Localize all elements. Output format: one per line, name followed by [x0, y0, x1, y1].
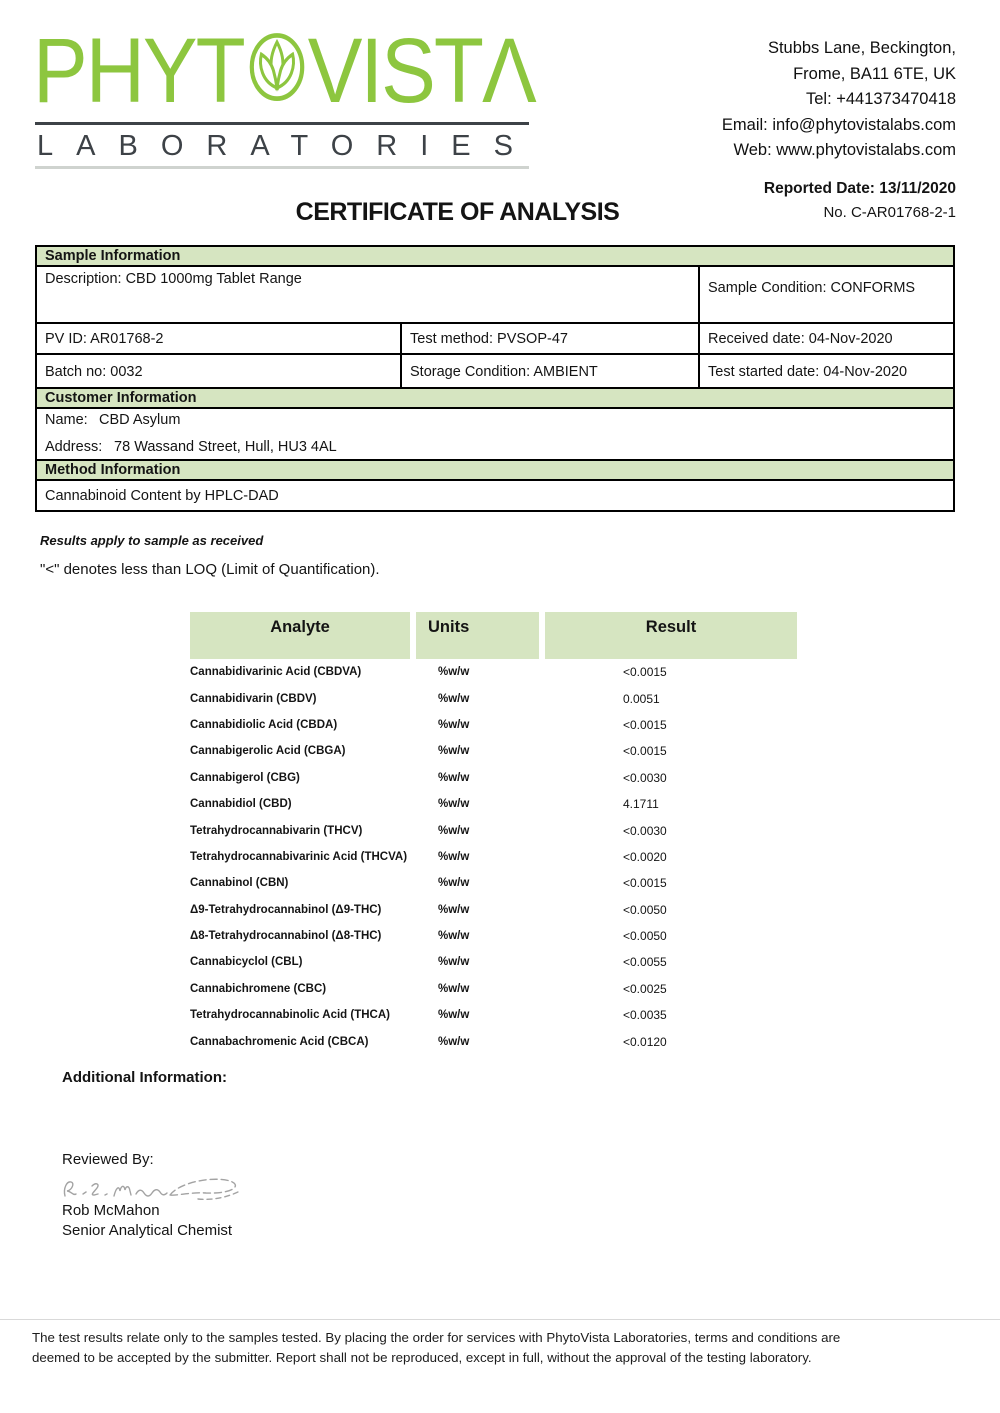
contact-address-line1: Stubbs Lane, Beckington,	[767, 39, 956, 57]
received-date: Received date: 04-Nov-2020	[708, 330, 893, 347]
result-cell: <0.0030	[623, 823, 667, 838]
sample-information-header: Sample Information	[37, 247, 953, 267]
table-row	[190, 765, 797, 791]
column-header-units: Units	[416, 612, 539, 659]
report-number: No. C-AR01768-2-1	[823, 204, 956, 221]
customer-address-label: Address:	[45, 439, 103, 455]
leaf-icon	[247, 22, 307, 125]
customer-name-line	[37, 412, 953, 428]
units-cell: %w/w	[438, 1035, 470, 1048]
result-cell: <0.0015	[623, 665, 667, 680]
sample-information-table	[35, 245, 955, 390]
sample-info-row-2	[37, 324, 953, 355]
units-cell: %w/w	[438, 930, 470, 943]
customer-name-label: Name:	[45, 412, 88, 428]
method-information-table	[35, 459, 955, 512]
sample-info-row-1	[37, 267, 953, 324]
analyte-cell: Δ9-Tetrahydrocannabinol (Δ9-THC)	[190, 903, 382, 916]
method-value: Cannabinoid Content by HPLC-DAD	[45, 487, 279, 504]
result-cell: <0.0020	[623, 849, 667, 864]
result-cell: <0.0015	[623, 744, 667, 759]
customer-name-value: CBD Asylum	[99, 412, 181, 428]
table-row	[190, 817, 797, 843]
result-cell: <0.0120	[623, 1034, 667, 1049]
table-row	[190, 844, 797, 870]
table-row	[190, 897, 797, 923]
table-row	[190, 1028, 797, 1054]
units-cell: %w/w	[438, 666, 470, 679]
units-cell: %w/w	[438, 692, 470, 705]
customer-information-body	[37, 409, 953, 460]
logo-tagline: LABORATORIES	[37, 130, 536, 162]
table-row	[190, 870, 797, 896]
column-header-analyte: Analyte	[190, 612, 410, 659]
units-cell: %w/w	[438, 850, 470, 863]
customer-information-table	[35, 387, 955, 462]
analyte-cell: Tetrahydrocannabivarin (THCV)	[190, 824, 363, 837]
result-cell: <0.0050	[623, 929, 667, 944]
units-cell: %w/w	[438, 1009, 470, 1022]
customer-address-value: 78 Wassand Street, Hull, HU3 4AL	[114, 439, 337, 455]
result-cell: <0.0025	[623, 981, 667, 996]
table-row	[190, 738, 797, 764]
result-cell: <0.0015	[623, 876, 667, 891]
units-cell: %w/w	[438, 824, 470, 837]
additional-information-label: Additional Information:	[62, 1069, 227, 1086]
pv-id: PV ID: AR01768-2	[37, 324, 402, 353]
result-cell: <0.0015	[623, 717, 667, 732]
table-row	[190, 685, 797, 711]
logo-divider-light	[35, 166, 529, 169]
analyte-cell: Tetrahydrocannabivarinic Acid (THCVA)	[190, 850, 408, 863]
result-cell: 4.1711	[623, 797, 659, 812]
analyte-cell: Cannabachromenic Acid (CBCA)	[190, 1035, 369, 1048]
table-row	[190, 791, 797, 817]
reviewer-name: Rob McMahon	[62, 1202, 160, 1219]
results-table	[190, 612, 797, 1055]
contact-phone: Tel: +441373470418	[805, 90, 956, 108]
reviewed-by-label: Reviewed By:	[62, 1151, 154, 1168]
result-cell: <0.0055	[623, 955, 667, 970]
table-row	[190, 949, 797, 975]
table-row	[190, 976, 797, 1002]
units-cell: %w/w	[438, 771, 470, 784]
table-row	[190, 923, 797, 949]
logo-text-part1: PHYT	[33, 20, 244, 122]
result-cell: 0.0051	[623, 691, 660, 706]
logo-text-part2: VISTΛ	[307, 20, 535, 122]
sample-description: Description: CBD 1000mg Tablet Range	[37, 267, 700, 322]
analyte-cell: Cannabigerolic Acid (CBGA)	[190, 745, 346, 758]
footer-line2: deemed to be accepted by the submitter. Report shall not be reproduced, except in full, without the approval of the testing laboratory.	[32, 1350, 812, 1365]
analyte-cell: Cannabidiol (CBD)	[190, 798, 292, 811]
test-started-date: Test started date: 04-Nov-2020	[708, 363, 908, 380]
contact-web: Web: www.phytovistalabs.com	[733, 141, 956, 159]
footer-disclaimer	[32, 1328, 972, 1368]
customer-information-header: Customer Information	[37, 389, 953, 409]
units-cell: %w/w	[438, 745, 470, 758]
test-method: Test method: PVSOP-47	[402, 324, 700, 353]
units-cell: %w/w	[438, 903, 470, 916]
reviewer-role: Senior Analytical Chemist	[62, 1222, 233, 1239]
reported-date: Reported Date: 13/11/2020	[763, 180, 956, 197]
analyte-cell: Cannabichromene (CBC)	[190, 982, 327, 995]
units-cell: %w/w	[438, 982, 470, 995]
analyte-cell: Tetrahydrocannabinolic Acid (THCA)	[190, 1009, 390, 1022]
method-information-header: Method Information	[37, 461, 953, 481]
result-cell: <0.0050	[623, 902, 667, 917]
customer-address-line	[37, 439, 953, 455]
units-cell: %w/w	[438, 877, 470, 890]
result-cell: <0.0030	[623, 770, 667, 785]
column-header-result: Result	[545, 612, 797, 659]
result-cell: <0.0035	[623, 1008, 667, 1023]
analyte-cell: Cannabicyclol (CBL)	[190, 956, 303, 969]
batch-no: Batch no: 0032	[37, 355, 402, 388]
analyte-cell: Δ8-Tetrahydrocannabinol (Δ8-THC)	[190, 930, 382, 943]
analyte-cell: Cannabidivarinic Acid (CBDVA)	[190, 666, 362, 679]
units-cell: %w/w	[438, 798, 470, 811]
contact-address-line2: Frome, BA11 6TE, UK	[793, 64, 956, 83]
table-row	[190, 1002, 797, 1028]
results-table-body	[190, 659, 797, 1055]
units-cell: %w/w	[438, 956, 470, 969]
footer-line1: The test results relate only to the samples tested. By placing the order for services with PhytoVista Laboratories, terms and conditions are	[32, 1330, 841, 1345]
logo-divider	[35, 122, 529, 125]
footer-divider	[0, 1319, 1000, 1320]
results-table-header	[190, 612, 797, 659]
note-loq: "<" denotes less than LOQ (Limit of Quantification).	[40, 561, 380, 578]
handwritten-signature-icon	[58, 1170, 248, 1204]
sample-condition: Sample Condition: CONFORMS	[708, 280, 916, 296]
page-title: CERTIFICATE OF ANALYSIS	[295, 198, 620, 226]
analyte-cell: Cannabidiolic Acid (CBDA)	[190, 718, 338, 731]
analyte-cell: Cannabidivarin (CBDV)	[190, 692, 317, 705]
logo-wordmark	[33, 20, 535, 123]
note-sample-as-received: Results apply to sample as received	[40, 533, 264, 548]
storage-condition: Storage Condition: AMBIENT	[402, 355, 700, 388]
contact-block	[722, 36, 956, 164]
table-row	[190, 712, 797, 738]
units-cell: %w/w	[438, 718, 470, 731]
analyte-cell: Cannabigerol (CBG)	[190, 771, 300, 784]
sample-info-row-3	[37, 355, 953, 388]
table-row	[190, 659, 797, 685]
analyte-cell: Cannabinol (CBN)	[190, 877, 289, 890]
contact-email: Email: info@phytovistalabs.com	[721, 115, 956, 134]
